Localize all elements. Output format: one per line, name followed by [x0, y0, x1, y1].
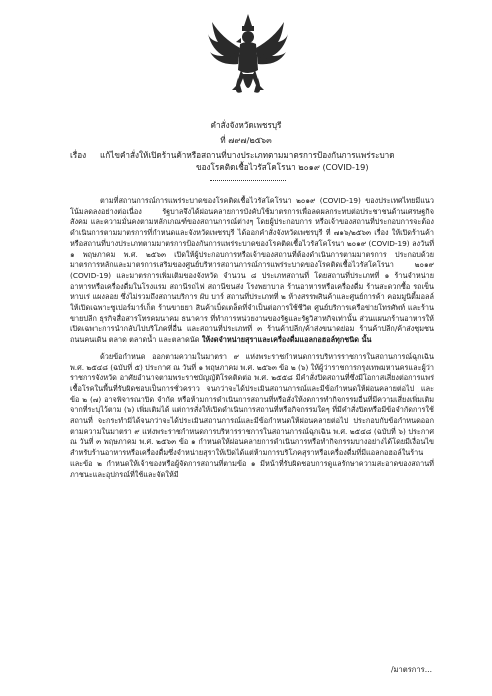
paragraph-2: ด้วยข้อกำหนด ออกตามความในมาตรา ๙ แห่งพระราชกำหนดการบริหารราชการในสถานการณ์ฉุกเฉิน พ.ศ. ๒๕๔๘ (ฉบับที่ ๕) ประกาศ ณ วันที่ ๑ พฤษภาคม พ.ศ. ๒๕๖๓ ข้อ ๒ (๖) ให้ผู้ว่าราชการกรุงเทพมหานครและผู้ว่าราชการจังหวัด อาศัยอำนาจตามพระราชบัญญัติโรคติดต่อ พ.ศ. ๒๕๕๘ มีคำสั่งปิดสถานที่ซึ่งมีโอกาสเสี่ยงต่อการแพร่เชื้อโรคในพื้นที่รับผิดชอบเป็นการชั่วคราว จนกว่าจะได้ประเมินสถานการณ์และมีข้อกำหนดให้ผ่อนคลายต่อไป และ ข้อ ๒ (๗) อาจพิจารณาปิด จำกัด หรือห้ามการดำเนินการสถานที่หรือสั่งให้งดการทำกิจกรรมอื่นที่มีความเสี่ยงเพิ่มเติมจากที่ระบุไว้ตาม (๖) เพิ่มเติมได้ แต่การสั่งให้เปิดดำเนินการสถานที่หรือกิจกรรมใดๆ ที่มีคำสั่งปิดหรือมีข้อจำกัดการใช้สถานที่ จะกระทำมิได้จนกว่าจะได้ประเมินสถานการณ์และมีข้อกำหนดให้ผ่อนคลายต่อไป ประกอบกับข้อกำหนดออกตามความในมาตรา ๙ แห่งพระราชกำหนดการบริหารราชการในสถานการณ์ฉุกเฉิน พ.ศ. ๒๕๔๘ (ฉบับที่ ๖) ประกาศ ณ วันที่ ๓ พฤษภาคม พ.ศ. ๒๕๖๓ ข้อ ๑ กำหนดให้ผ่อนคลายการดำเนินการหรือทำกิจกรรมบางอย่างได้โดยมีเงื่อนไข สำหรับร้านอาหารหรือเครื่องดื่มซึ่งจำหน่ายสุราให้เปิดได้แต่ห้ามการบริโภคสุราหรือเครื่องดื่มที่มีแอลกอฮอล์ในร้าน และข้อ ๒ กำหนดให้เจ้าของหรือผู้จัดการสถานที่ตามข้อ ๑ มีหน้าที่รับผิดชอบการดูแลรักษาความสะอาดของสถานที่ ภาชนะและอุปกรณ์ที่ใช้และจัดให้มี	[70, 351, 434, 479]
paragraph-1	[70, 196, 434, 346]
order-title: คำสั่งจังหวัดเพชรบุรี	[210, 120, 282, 130]
subject-line-2: ของโรคติดเชื้อไวรัสโคโรนา ๒๐๑๙ (COVID-19)	[196, 161, 369, 172]
subject-label: เรื่อง	[70, 150, 87, 160]
order-number: ที่ ๗๙๗/๒๕๖๓	[220, 135, 272, 145]
continuation-marker: /มาตรการ...	[390, 665, 432, 674]
paragraph-1-emphasis: ให้งดจำหน่ายสุราและเครื่องดื่มแอลกอฮอล์ทุกชนิด นั้น	[201, 335, 372, 345]
document-body	[70, 196, 434, 480]
subject-line-1: แก้ไขคำสั่งให้เปิดร้านค้าหรือสถานที่บางประเภทตามมาตรการป้องกันการแพร่ระบาด	[100, 150, 395, 160]
garuda-emblem	[208, 12, 288, 106]
dotted-divider	[210, 180, 286, 181]
paragraph-1-text: ตามที่สถานการณ์การแพร่ระบาดของโรคติดเชื้อไวรัสโคโรนา ๒๐๑๙ (COVID-19) ของประเทศไทยมีแนวโน้มลดลงอย่างต่อเนื่อง รัฐบาลจึงได้ผ่อนคลายการบังคับใช้มาตรการเพื่อลดผลกระทบต่อประชาชนด้านเศรษฐกิจ สังคม และความมั่นคงตามหลักเกณฑ์ของสถานการณ์ต่างๆ โดยผู้ประกอบการ หรือเจ้าของสถานที่ประกอบการจะต้องดำเนินการตามมาตรการที่กำหนดและจังหวัดเพชรบุรี ได้ออกคำสั่งจังหวัดเพชรบุรี ที่ ๗๑๖/๒๕๖๓ เรื่อง ให้เปิดร้านค้าหรือสถานที่บางประเภทตามมาตรการป้องกันการแพร่ระบาดของโรคติดเชื้อไวรัสโคโรนา ๒๐๑๙ (COVID-19) ลงวันที่ ๑ พฤษภาคม พ.ศ. ๒๕๖๓ เปิดให้ผู้ประกอบการหรือเจ้าของสถานที่ต้องดำเนินการตามมาตรการ ประกอบด้วยมาตรการหลักและมาตรการเสริมของศูนย์บริหารสถานการณ์การแพร่ระบาดของโรคติดเชื้อไวรัสโคโรนา ๒๐๑๙ (COVID-19) และมาตรการเพิ่มเติมของจังหวัด จำนวน ๘ ประเภทสถานที่ โดยสถานที่ประเภทที่ ๑ ร้านจำหน่ายอาหารหรือเครื่องดื่มในโรงแรม สถานีรถไฟ สถานีขนส่ง โรงพยาบาล ร้านอาหารหรือเครื่องดื่ม ร้านสะดวกซื้อ รถเข็น หาบเร่ แผงลอย ซึ่งไม่รวมถึงสถานบริการ ผับ บาร์ สถานที่ประเภทที่ ๒ ห้างสรรพสินค้าและศูนย์การค้า คอมมูนิตี้มอลล์ ให้เปิดเฉพาะซูเปอร์มาร์เก็ต ร้านขายยา สินค้าเบ็ดเตล็ดที่จำเป็นต่อการใช้ชีวิต ศูนย์บริการเครือข่ายโทรศัพท์ และร้านขายปลีก ธุรกิจสื่อสารโทรคมนาคม ธนาคาร ที่ทำการหน่วยงานของรัฐและรัฐวิสาหกิจเท่านั้น ส่วนแผนกร้านอาหารให้เปิดเฉพาะการนำกลับไปบริโภคที่อื่น และสถานที่ประเภทที่ ๓ ร้านค้าปลีก/ค้าส่งขนาดย่อม ร้านค้าปลีก/ค้าส่งชุมชน ถนนคนเดิน ตลาด ตลาดน้ำ และตลาดนัด	[70, 196, 434, 345]
subject-block	[70, 150, 430, 173]
